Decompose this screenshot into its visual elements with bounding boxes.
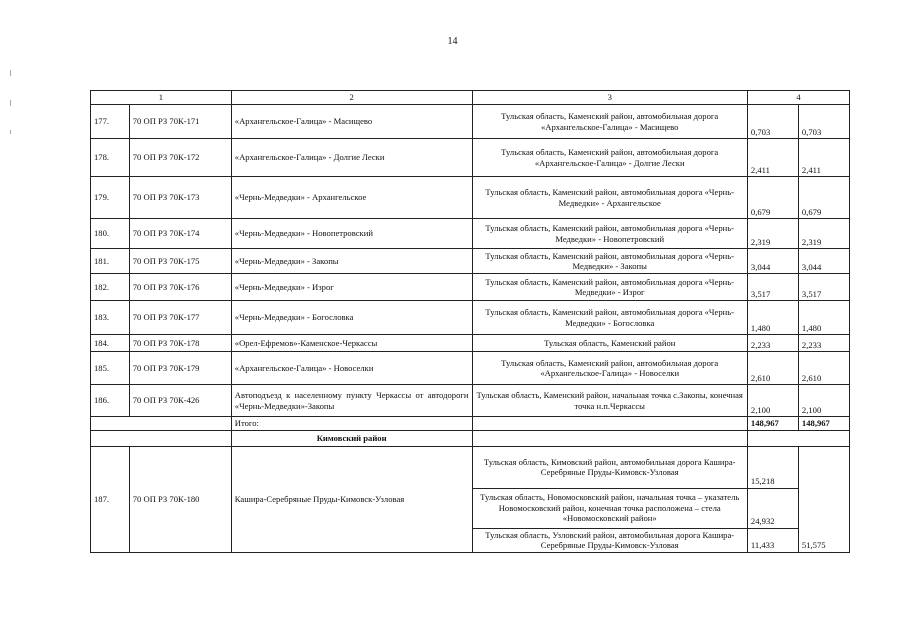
header-col-4: 4 — [747, 91, 849, 105]
total-length-value: 148,967 — [798, 417, 849, 431]
margin-mark — [10, 100, 11, 106]
table-row — [91, 249, 850, 274]
table-row — [91, 139, 850, 177]
road-code: 70 ОП РЗ 70К-176 — [129, 274, 231, 301]
row-number: 185. — [91, 352, 130, 385]
length-value: 2,319 — [747, 219, 798, 249]
road-name: «Архангельское-Галица» - Новоселки — [231, 352, 472, 385]
district-spacer — [747, 430, 849, 446]
road-code: 70 ОП РЗ 70К-178 — [129, 335, 231, 352]
total-length-value: 0,703 — [798, 105, 849, 139]
row-number: 179. — [91, 177, 130, 219]
total-length-value: 3,044 — [798, 249, 849, 274]
road-name: «Архангельское-Галица» - Долгие Лески — [231, 139, 472, 177]
header-col-3: 3 — [472, 91, 747, 105]
road-location: Тульская область, Кимовский район, автомобильная дорога Кашира-Серебряные Пруды-Кимовск-Узловая — [472, 446, 747, 488]
road-name: Кашира-Серебряные Пруды-Кимовск-Узловая — [231, 446, 472, 552]
row-number: 181. — [91, 249, 130, 274]
table-row — [91, 105, 850, 139]
district-spacer — [472, 430, 747, 446]
total-length-value: 51,575 — [798, 446, 849, 552]
road-name: Автоподъезд к населенному пункту Черкассы от автодороги «Чернь-Медведки»-Закопы — [231, 385, 472, 417]
length-value: 3,517 — [747, 274, 798, 301]
total-spacer — [91, 417, 232, 431]
table-row — [91, 352, 850, 385]
road-location: Тульская область, Каменский район, автомобильная дорога «Чернь-Медведки» - Новопетровский — [472, 219, 747, 249]
length-value: 11,433 — [747, 528, 798, 552]
table-row — [91, 219, 850, 249]
road-name: «Архангельское-Галица» - Масищево — [231, 105, 472, 139]
total-label: Итого: — [231, 417, 472, 431]
total-length-value: 2,411 — [798, 139, 849, 177]
margin-mark — [10, 130, 11, 134]
total-spacer — [472, 417, 747, 431]
road-location: Тульская область, Каменский район, автомобильная дорога «Чернь-Медведки» - Богословка — [472, 301, 747, 335]
road-location: Тульская область, Каменский район, автомобильная дорога «Чернь-Медведки» - Закопы — [472, 249, 747, 274]
row-number: 184. — [91, 335, 130, 352]
row-number: 182. — [91, 274, 130, 301]
road-location: Тульская область, Каменский район — [472, 335, 747, 352]
page-number: 14 — [447, 36, 458, 47]
length-value: 0,703 — [747, 105, 798, 139]
row-number: 187. — [91, 446, 130, 552]
road-name: «Чернь-Медведки» - Изрог — [231, 274, 472, 301]
road-code: 70 ОП РЗ 70К-179 — [129, 352, 231, 385]
district-title: Кимовский район — [231, 430, 472, 446]
road-name: «Чернь-Медведки» - Новопетровский — [231, 219, 472, 249]
total-length-value: 0,679 — [798, 177, 849, 219]
length-value: 2,233 — [747, 335, 798, 352]
road-code: 70 ОП РЗ 70К-173 — [129, 177, 231, 219]
road-code: 70 ОП РЗ 70К-171 — [129, 105, 231, 139]
row-number: 177. — [91, 105, 130, 139]
row-number: 183. — [91, 301, 130, 335]
row-number: 178. — [91, 139, 130, 177]
total-length-value: 2,100 — [798, 385, 849, 417]
length-value: 1,480 — [747, 301, 798, 335]
road-location: Тульская область, Каменский район, начальная точка с.Закопы, конечная точка н.п.Черкассы — [472, 385, 747, 417]
total-length-value: 2,610 — [798, 352, 849, 385]
road-code: 70 ОП РЗ 70К-174 — [129, 219, 231, 249]
road-name: «Чернь-Медведки» - Богословка — [231, 301, 472, 335]
margin-mark — [10, 70, 11, 76]
total-row — [91, 417, 850, 431]
road-location: Тульская область, Каменский район, автомобильная дорога «Архангельское-Галица» - Новоселки — [472, 352, 747, 385]
length-value: 2,610 — [747, 352, 798, 385]
road-code: 70 ОП РЗ 70К-177 — [129, 301, 231, 335]
road-location: Тульская область, Каменский район, автомобильная дорога «Архангельское-Галица» - Масищево — [472, 105, 747, 139]
road-location: Тульская область, Каменский район, автомобильная дорога «Чернь-Медведки» - Изрог — [472, 274, 747, 301]
length-value: 15,218 — [747, 446, 798, 488]
total-length-value: 2,319 — [798, 219, 849, 249]
table-row — [91, 177, 850, 219]
table-row — [91, 274, 850, 301]
table-row — [91, 335, 850, 352]
road-location: Тульская область, Каменский район, автомобильная дорога «Архангельское-Галица» - Долгие Лески — [472, 139, 747, 177]
total-length-value: 1,480 — [798, 301, 849, 335]
total-length-value: 2,233 — [798, 335, 849, 352]
road-name: «Орел-Ефремов»-Каменское-Черкассы — [231, 335, 472, 352]
table-row — [91, 385, 850, 417]
total-length-value: 148,967 — [747, 417, 798, 431]
road-code: 70 ОП РЗ 70К-426 — [129, 385, 231, 417]
row-number: 180. — [91, 219, 130, 249]
district-spacer — [91, 430, 232, 446]
length-value: 0,679 — [747, 177, 798, 219]
total-length-value: 3,517 — [798, 274, 849, 301]
row-number: 186. — [91, 385, 130, 417]
table-row — [91, 301, 850, 335]
road-name: «Чернь-Медведки» - Закопы — [231, 249, 472, 274]
district-header-row — [91, 430, 850, 446]
length-value: 3,044 — [747, 249, 798, 274]
road-location: Тульская область, Узловский район, автомобильная дорога Кашира-Серебряные Пруды-Кимовск-Узловая — [472, 528, 747, 552]
road-code: 70 ОП РЗ 70К-180 — [129, 446, 231, 552]
road-code: 70 ОП РЗ 70К-175 — [129, 249, 231, 274]
roads-table — [90, 90, 850, 553]
length-value: 2,100 — [747, 385, 798, 417]
road-location: Тульская область, Каменский район, автомобильная дорога «Чернь-Медведки» - Архангельское — [472, 177, 747, 219]
header-col-1: 1 — [91, 91, 232, 105]
road-name: «Чернь-Медведки» - Архангельское — [231, 177, 472, 219]
table-header-row — [91, 91, 850, 105]
road-code: 70 ОП РЗ 70К-172 — [129, 139, 231, 177]
road-location: Тульская область, Новомосковский район, начальная точка – указатель Новомосковский район, конечная точка расположена – стела «Новомосковский район» — [472, 488, 747, 528]
header-col-2: 2 — [231, 91, 472, 105]
length-value: 2,411 — [747, 139, 798, 177]
table-row — [91, 446, 850, 488]
length-value: 24,932 — [747, 488, 798, 528]
